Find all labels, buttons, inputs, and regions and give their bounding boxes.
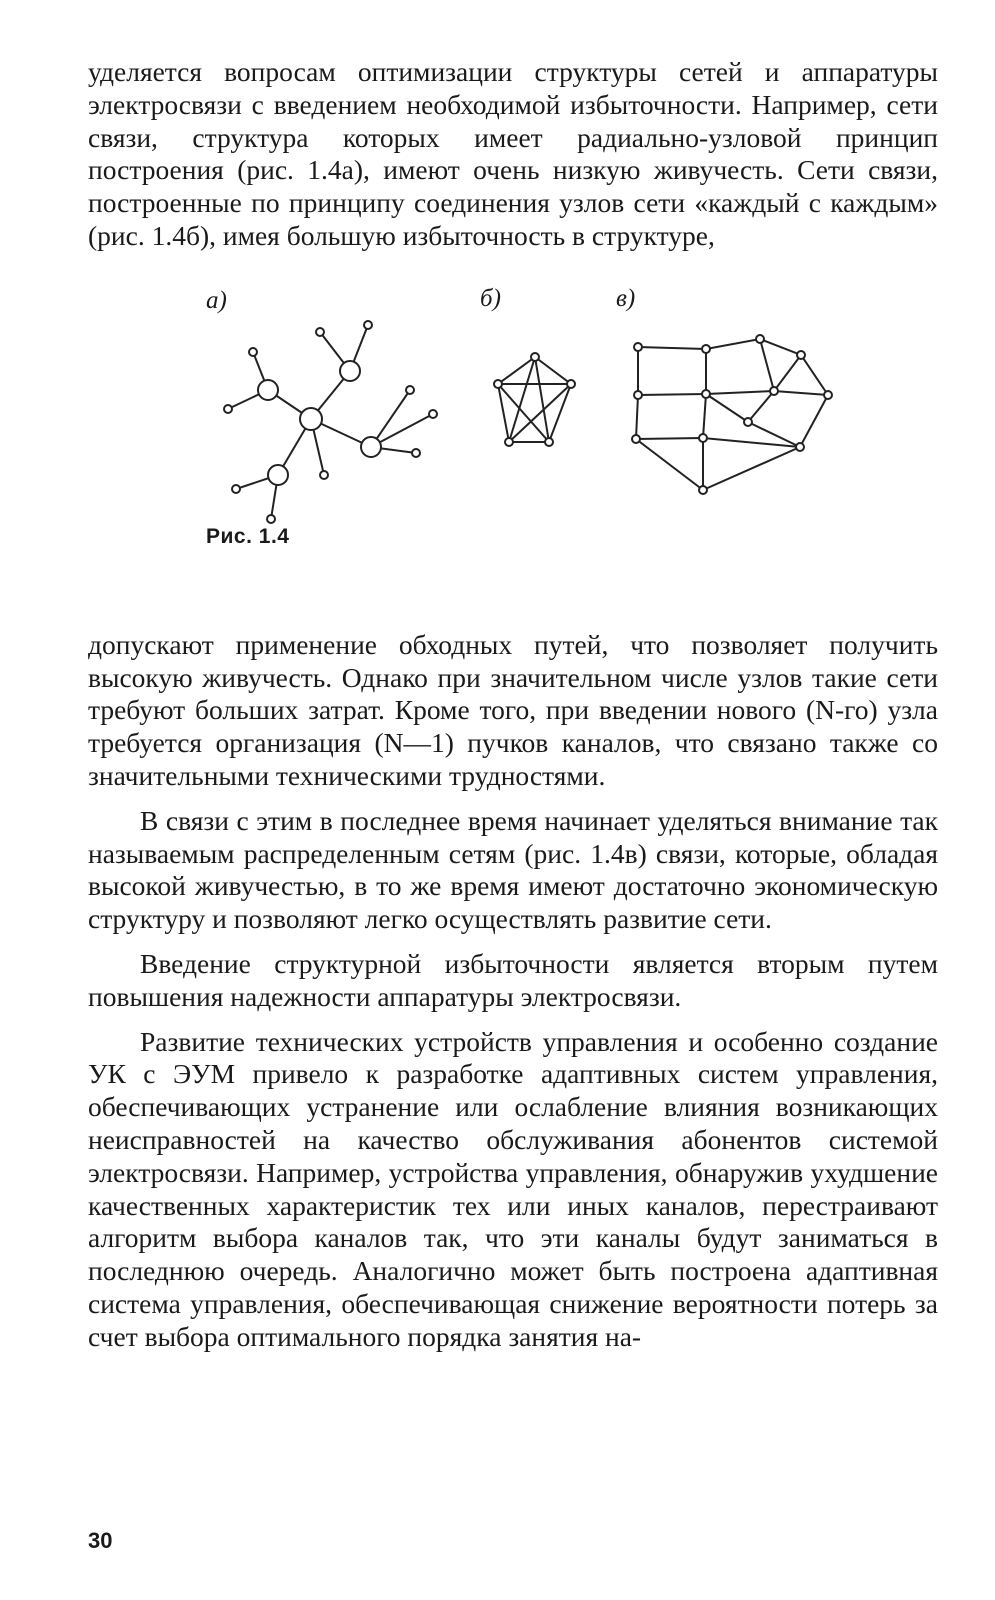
page-number: 30	[88, 1528, 113, 1553]
paragraph-5: Развитие технических устройств управления и особенно создание УК с ЭУМ привело к разработке адаптивных систем управления, обеспечивающих устранение или ослабление влияния возникающих неисправностей на качество обслуживания абонентов системой электросвязи. Например, устройства управления, обнаружив ухудшение качественных характеристик тех или иных каналов, перестраивают алгоритм выбора каналов так, что эти каналы будут заниматься в последнюю очередь. Аналогично может быть построена адаптивная система управления, обеспечивающая снижение вероятности потерь за счет выбора оптимального порядка занятия на-	[88, 1025, 938, 1352]
distributed-network	[632, 335, 832, 494]
radial-network	[224, 321, 437, 523]
page-body	[88, 56, 938, 1354]
full-mesh-network	[494, 353, 575, 446]
paragraph-3: В связи с этим в последнее время начинает уделяться внимание так называемым распределенным сетям (рис. 1.4в) связи, которые, обладая высокой живучестью, в то же время имеют достаточно экономическую структуру и позволяют легко осуществлять развитие сети.	[88, 804, 938, 935]
paragraph-2: допускают применение обходных путей, что позволяет получить высокую живучесть. Однако при значительном числе узлов такие сети требуют больших затрат. Кроме того, при введении нового (N-го) узла требуется организация (N—1) пучков каналов, что связано также со значительными техническими трудностями.	[88, 628, 938, 791]
figure-1-4	[88, 284, 938, 587]
network-diagrams	[88, 284, 938, 527]
figure-label-v: в)	[616, 284, 636, 312]
figure-label-a: а)	[206, 286, 227, 314]
paragraph-4: Введение структурной избыточности является вторым путем повышения надежности аппаратуры электросвязи.	[88, 947, 938, 1012]
paragraph-1: уделяется вопросам оптимизации структуры сетей и аппаратуры электросвязи с введением необходимой избыточности. Например, сети связи, структура которых имеет радиально-узловой принцип построения (рис. 1.4а), имеют очень низкую живучесть. Сети связи, построенные по принципу соединения узлов сети «каждый с каждым» (рис. 1.4б), имея большую избыточность в структуре,	[88, 56, 938, 251]
figure-label-b: б)	[480, 284, 501, 312]
figure-caption: Рис. 1.4	[206, 524, 290, 548]
